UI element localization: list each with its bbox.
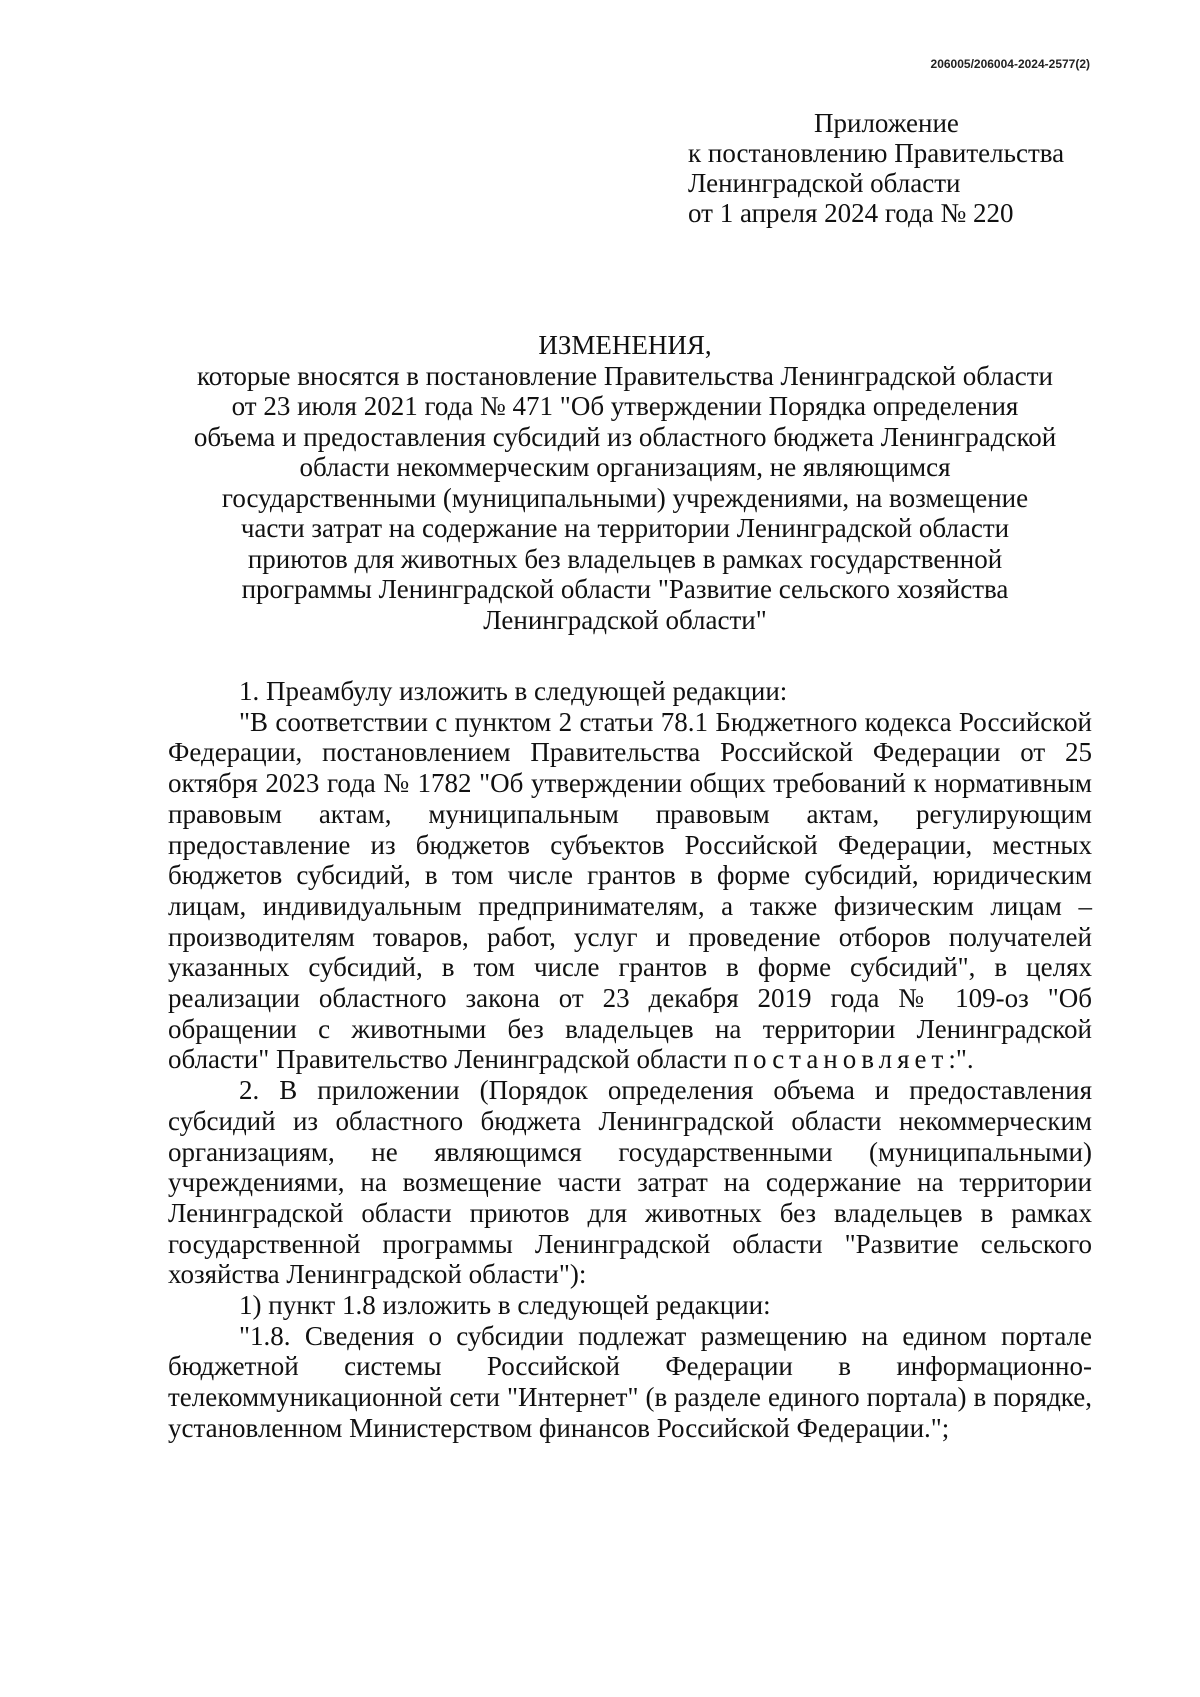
paragraph-preamble-text: [168, 707, 1092, 1075]
paragraph-item-2: 2. В приложении (Порядок определения объема и предоставления субсидий из областного бюджета Ленинградской области некоммерческим организациям, не являющимся государственными (муниципальными) учреждениями, на возмещение части затрат на содержание на территории Ленинградской области приютов для животных без владельцев в рамках государственной программы Ленинградской области "Развитие сельского хозяйства Ленинградской области"):: [168, 1075, 1092, 1290]
heading-line: части затрат на содержание на территории Ленинградской области: [240, 513, 1010, 543]
appendix-line-resolution: к постановлению Правительства: [688, 138, 1065, 168]
heading-title: ИЗМЕНЕНИЯ,: [538, 330, 712, 360]
appendix-title: Приложение: [814, 108, 959, 138]
preamble-end: :".: [948, 1044, 974, 1075]
paragraph-item-1: 1. Преамбулу изложить в следующей редакции:: [239, 676, 788, 706]
preamble-resolves-word: постановляет: [733, 1044, 949, 1075]
heading-line: программы Ленинградской области "Развитие сельского хозяйства: [241, 574, 1009, 604]
heading-line: государственными (муниципальными) учреждениями, на возмещение: [221, 482, 1029, 513]
heading-line: Ленинградской области": [483, 604, 767, 635]
appendix-line-date: от 1 апреля 2024 года № 220: [688, 198, 1014, 228]
appendix-block: [688, 108, 1064, 228]
heading-line: приютов для животных без владельцев в рамках государственной: [247, 543, 1003, 574]
preamble-text: "В соответствии с пунктом 2 статьи 78.1 Бюджетного кодекса Российской Федерации, постановлением Правительства Российской Федерации от 25 октября 2023 года № 1782 "Об утверждении общих требований к нормативным правовым актам, муниципальным правовым актам, регулирующим предоставление из бюджетов субъектов Российской Федерации, местных бюджетов субсидий, в том числе грантов в форме субсидий, юридическим лицам, индивидуальным предпринимателям, а также физическим лицам – производителям товаров, работ, услуг и проведение отборов получателей указанных субсидий, в том числе грантов в форме субсидий", в целях реализации областного закона от 23 декабря 2019 года № 109-оз "Об обращении с животными без владельцев на территории Ленинградской области" Правительство Ленинградской области: [168, 706, 1092, 1075]
paragraph-clause-1-8: "1.8. Сведения о субсидии подлежат размещению на едином портале бюджетной системы Российской Федерации в информационно-телекоммуникационной сети "Интернет" (в разделе единого портала) в порядке, установленном Министерством финансов Российской Федерации.";: [168, 1320, 1092, 1443]
heading-line: области некоммерческим организациям, не являющимся: [299, 452, 951, 482]
appendix-line-region: Ленинградской области: [688, 168, 961, 198]
document-registration-code: 206005/206004-2024-2577(2): [930, 57, 1090, 71]
heading-line: объема и предоставления субсидий из областного бюджета Ленинградской: [193, 421, 1057, 452]
heading-line: от 23 июля 2021 года № 471 "Об утверждении Порядка определения: [231, 391, 1019, 421]
heading-line: которые вносятся в постановление Правительства Ленинградской области: [196, 360, 1053, 391]
paragraph-subitem-1: 1) пункт 1.8 изложить в следующей редакции:: [239, 1290, 771, 1321]
document-heading: [160, 330, 1090, 635]
document-body: [168, 676, 1092, 1444]
